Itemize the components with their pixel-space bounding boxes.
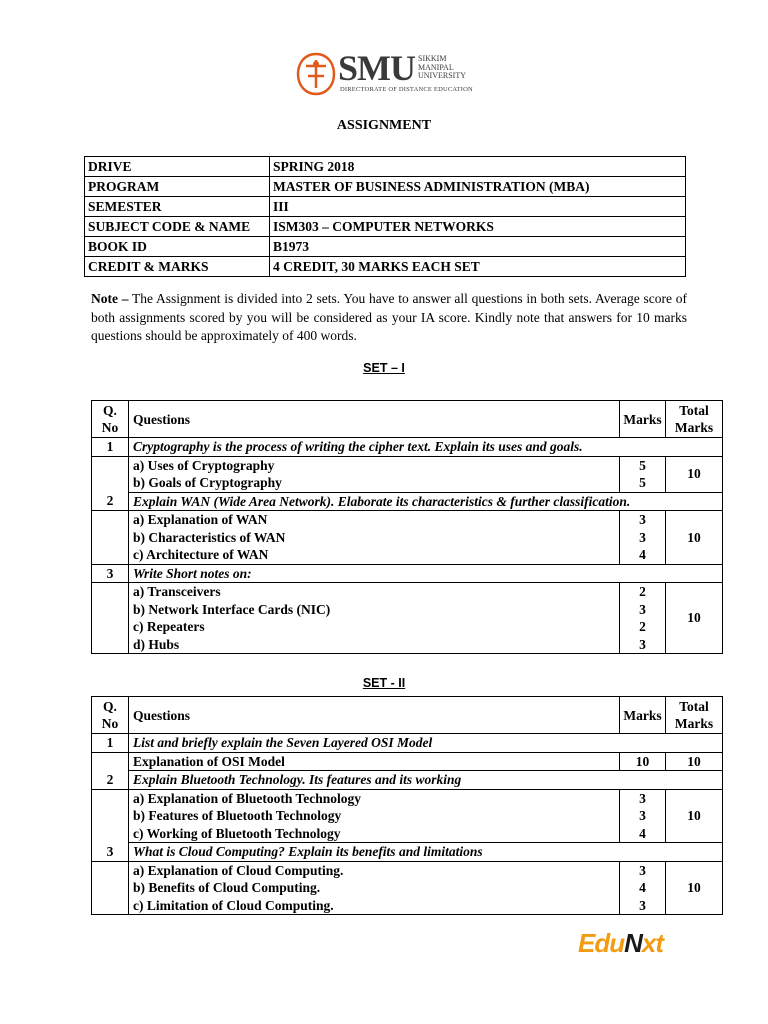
- table-row: a) Transceivers b) Network Interface Cards (NIC) c) Repeaters d) Hubs 2 3 2 3 10: [92, 583, 723, 654]
- table-row: a) Explanation of Cloud Computing. b) Benefits of Cloud Computing. c) Limitation of Cloud Computing. 3 4 3 10: [92, 861, 723, 915]
- set-1-title: SET – I: [363, 361, 405, 375]
- edunext-logo: EduNxt: [578, 928, 664, 958]
- set-2-title: SET - II: [362, 676, 406, 690]
- info-key: BOOK ID: [85, 237, 270, 257]
- info-value: ISM303 – COMPUTER NETWORKS: [270, 217, 686, 237]
- info-value: B1973: [270, 237, 686, 257]
- set-2-table: [91, 696, 723, 915]
- smu-emblem-icon: [296, 52, 336, 96]
- smu-brand: SMU: [338, 48, 415, 88]
- info-row: [85, 217, 686, 237]
- table-row: 2 Explain WAN (Wide Area Network). Elaborate its characteristics & further classification.: [92, 492, 723, 511]
- table-header-row: Q. No Questions Marks Total Marks: [92, 401, 723, 438]
- info-row: [85, 237, 686, 257]
- table-header-row: Q. No Questions Marks Total Marks: [92, 697, 723, 734]
- info-key: CREDIT & MARKS: [85, 257, 270, 277]
- info-row: [85, 257, 686, 277]
- info-key: PROGRAM: [85, 177, 270, 197]
- table-row: 1 Cryptography is the process of writing the cipher text. Explain its uses and goals.: [92, 438, 723, 457]
- table-row: a) Explanation of Bluetooth Technology b) Features of Bluetooth Technology c) Working of Bluetooth Technology 3 3 4 10: [92, 789, 723, 843]
- info-row: [85, 177, 686, 197]
- table-row: Explanation of OSI Model 10 10: [92, 752, 723, 771]
- info-value: 4 CREDIT, 30 MARKS EACH SET: [270, 257, 686, 277]
- note-paragraph: [91, 290, 687, 346]
- info-key: SEMESTER: [85, 197, 270, 217]
- info-row: [85, 197, 686, 217]
- table-row: a) Uses of Cryptography b) Goals of Cryptography 5 5 10: [92, 456, 723, 492]
- table-row: 3 What is Cloud Computing? Explain its benefits and limitations: [92, 843, 723, 862]
- university-name: SIKKIM MANIPAL UNIVERSITY: [418, 54, 466, 80]
- smu-logo: [296, 48, 496, 98]
- table-row: 3 Write Short notes on:: [92, 564, 723, 583]
- table-row: 1 List and briefly explain the Seven Layered OSI Model: [92, 734, 723, 753]
- info-value: MASTER OF BUSINESS ADMINISTRATION (MBA): [270, 177, 686, 197]
- info-value: III: [270, 197, 686, 217]
- info-key: DRIVE: [85, 157, 270, 177]
- info-row: [85, 157, 686, 177]
- set-1-table: [91, 400, 723, 654]
- directorate-label: DIRECTORATE OF DISTANCE EDUCATION: [340, 86, 473, 93]
- info-table: [84, 156, 686, 277]
- note-text: The Assignment is divided into 2 sets. You have to answer all questions in both sets. Average score of both assignments scored by you will be considered as your IA score. Kindly note that answers for 10 marks questions should be approximately of 400 words.: [91, 291, 687, 343]
- info-key: SUBJECT CODE & NAME: [85, 217, 270, 237]
- note-label: Note –: [91, 291, 129, 306]
- table-row: a) Explanation of WAN b) Characteristics of WAN c) Architecture of WAN 3 3 4 10: [92, 511, 723, 565]
- page-title: ASSIGNMENT: [336, 118, 432, 133]
- table-row: 2 Explain Bluetooth Technology. Its features and its working: [92, 771, 723, 790]
- info-value: SPRING 2018: [270, 157, 686, 177]
